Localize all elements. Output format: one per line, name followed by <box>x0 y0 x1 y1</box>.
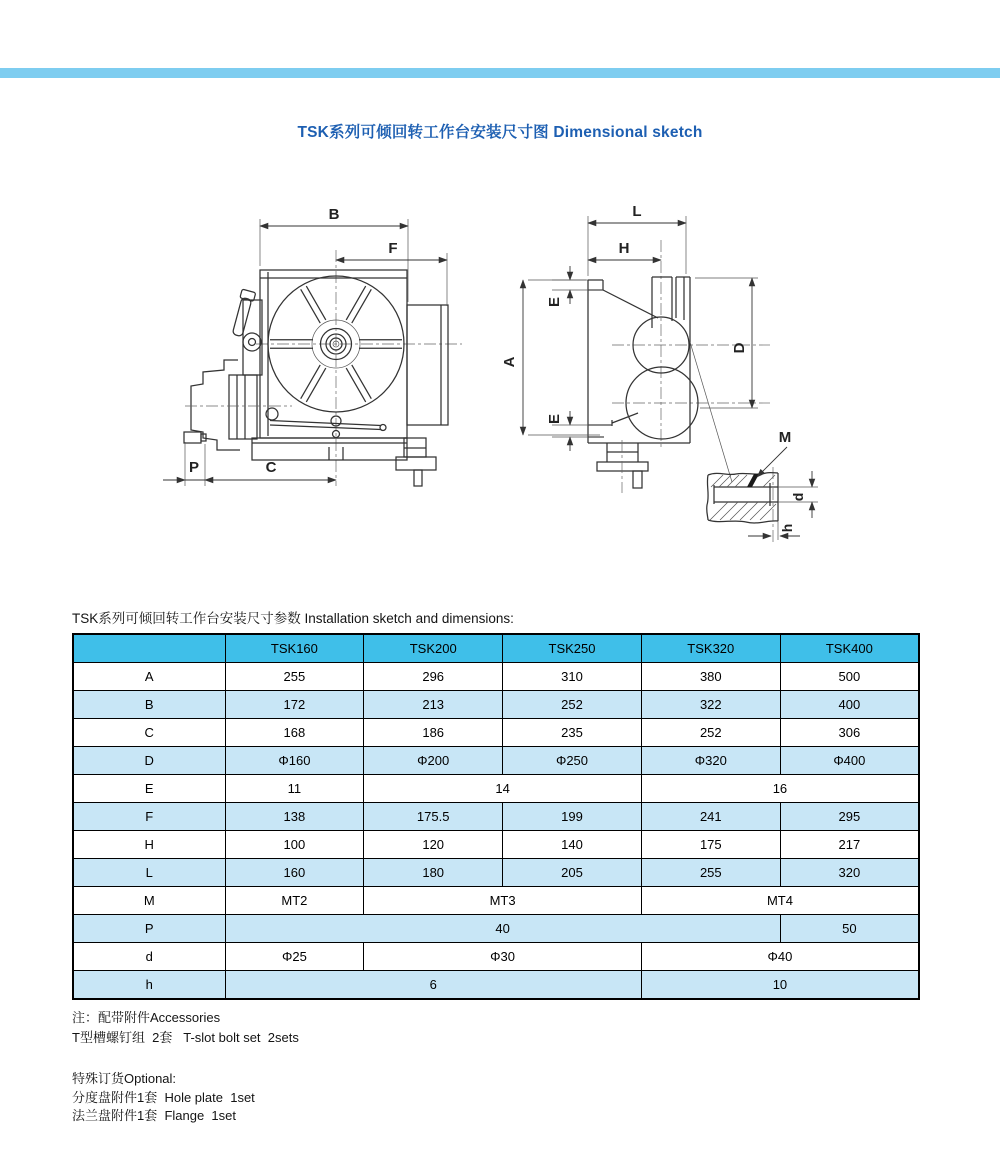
value-cell: 213 <box>364 691 503 719</box>
value-cell: 120 <box>364 831 503 859</box>
value-cell: 16 <box>641 775 919 803</box>
table-row <box>73 943 919 971</box>
table-row <box>73 663 919 691</box>
value-cell: MT4 <box>641 887 919 915</box>
row-label: h <box>73 971 225 1000</box>
row-label: A <box>73 663 225 691</box>
value-cell: 310 <box>503 663 642 691</box>
dim-label-b: B <box>328 206 340 223</box>
value-cell: 252 <box>503 691 642 719</box>
front-view <box>163 206 462 486</box>
dim-label-a: A <box>501 356 518 368</box>
row-label: D <box>73 747 225 775</box>
dim-label-l: L <box>632 203 642 220</box>
row-label: L <box>73 859 225 887</box>
value-cell: 160 <box>225 859 364 887</box>
row-label: C <box>73 719 225 747</box>
value-cell: 14 <box>364 775 642 803</box>
dim-label-d-bore: d <box>790 492 806 502</box>
value-cell: 255 <box>225 663 364 691</box>
value-cell: 205 <box>503 859 642 887</box>
value-cell: 235 <box>503 719 642 747</box>
table-row <box>73 775 919 803</box>
column-header: TSK250 <box>503 634 642 663</box>
value-cell: Φ250 <box>503 747 642 775</box>
page-title: TSK系列可倾回转工作台安装尺寸图 Dimensional sketch <box>297 124 703 141</box>
value-cell: 306 <box>780 719 919 747</box>
value-cell: 186 <box>364 719 503 747</box>
dim-label-p: P <box>188 459 200 476</box>
value-cell: 50 <box>780 915 919 943</box>
column-header: TSK200 <box>364 634 503 663</box>
column-header: TSK320 <box>641 634 780 663</box>
value-cell: MT2 <box>225 887 364 915</box>
value-cell: 100 <box>225 831 364 859</box>
value-cell: 400 <box>780 691 919 719</box>
table-row <box>73 719 919 747</box>
row-label: P <box>73 915 225 943</box>
dim-label-e-bottom: E <box>546 413 563 425</box>
value-cell: 11 <box>225 775 364 803</box>
note-accessories-2: T型槽螺钉组 2套 T-slot bolt set 2sets <box>72 1030 299 1045</box>
value-cell: 380 <box>641 663 780 691</box>
value-cell: 138 <box>225 803 364 831</box>
corner-cell <box>73 634 225 663</box>
value-cell: Φ200 <box>364 747 503 775</box>
table-row <box>73 747 919 775</box>
note-optional-flange: 法兰盘附件1套 Flange 1set <box>72 1108 236 1123</box>
row-label: F <box>73 803 225 831</box>
value-cell: 296 <box>364 663 503 691</box>
row-label: B <box>73 691 225 719</box>
spindle-bore-detail <box>707 429 818 545</box>
value-cell: 175 <box>641 831 780 859</box>
value-cell: 199 <box>503 803 642 831</box>
value-cell: MT3 <box>364 887 642 915</box>
table-row <box>73 971 919 1000</box>
note-accessories-1: 注：配带附件Accessories <box>72 1010 221 1025</box>
value-cell: 6 <box>225 971 641 1000</box>
value-cell: 252 <box>641 719 780 747</box>
dim-label-m: M <box>778 429 792 446</box>
value-cell: Φ320 <box>641 747 780 775</box>
row-label: E <box>73 775 225 803</box>
value-cell: 241 <box>641 803 780 831</box>
row-label: d <box>73 943 225 971</box>
dim-label-e-top: E <box>546 296 563 308</box>
note-optional-title: 特殊订货Optional: <box>72 1071 177 1086</box>
value-cell: Φ40 <box>641 943 919 971</box>
top-accent-bar <box>0 68 1000 78</box>
value-cell: Φ25 <box>225 943 364 971</box>
value-cell: 217 <box>780 831 919 859</box>
value-cell: 295 <box>780 803 919 831</box>
value-cell: 500 <box>780 663 919 691</box>
table-row <box>73 887 919 915</box>
value-cell: Φ400 <box>780 747 919 775</box>
value-cell: Φ30 <box>364 943 642 971</box>
column-header: TSK160 <box>225 634 364 663</box>
dim-label-d-diameter: D <box>731 342 748 354</box>
value-cell: 40 <box>225 915 780 943</box>
value-cell: 10 <box>641 971 919 1000</box>
value-cell: 140 <box>503 831 642 859</box>
dimensions-table-wrap <box>72 633 920 1000</box>
table-row <box>73 803 919 831</box>
dim-label-h-depth: h <box>779 523 795 533</box>
value-cell: Φ160 <box>225 747 364 775</box>
value-cell: 322 <box>641 691 780 719</box>
value-cell: 255 <box>641 859 780 887</box>
dim-label-h-width: H <box>618 240 630 257</box>
table-row <box>73 691 919 719</box>
note-optional-hole-plate: 分度盘附件1套 Hole plate 1set <box>72 1090 255 1105</box>
dim-label-f: F <box>388 240 398 257</box>
table-row <box>73 831 919 859</box>
dim-label-c: C <box>265 459 277 476</box>
value-cell: 172 <box>225 691 364 719</box>
column-header: TSK400 <box>780 634 919 663</box>
technical-drawing <box>0 190 1000 570</box>
table-row <box>73 859 919 887</box>
value-cell: 180 <box>364 859 503 887</box>
row-label: H <box>73 831 225 859</box>
header-row <box>73 634 919 663</box>
table-row <box>73 915 919 943</box>
side-view <box>501 203 770 493</box>
value-cell: 168 <box>225 719 364 747</box>
value-cell: 320 <box>780 859 919 887</box>
dimensions-table <box>72 633 920 1000</box>
table-caption: TSK系列可倾回转工作台安装尺寸参数 Installation sketch and dimensions: <box>72 611 514 626</box>
value-cell: 175.5 <box>364 803 503 831</box>
row-label: M <box>73 887 225 915</box>
